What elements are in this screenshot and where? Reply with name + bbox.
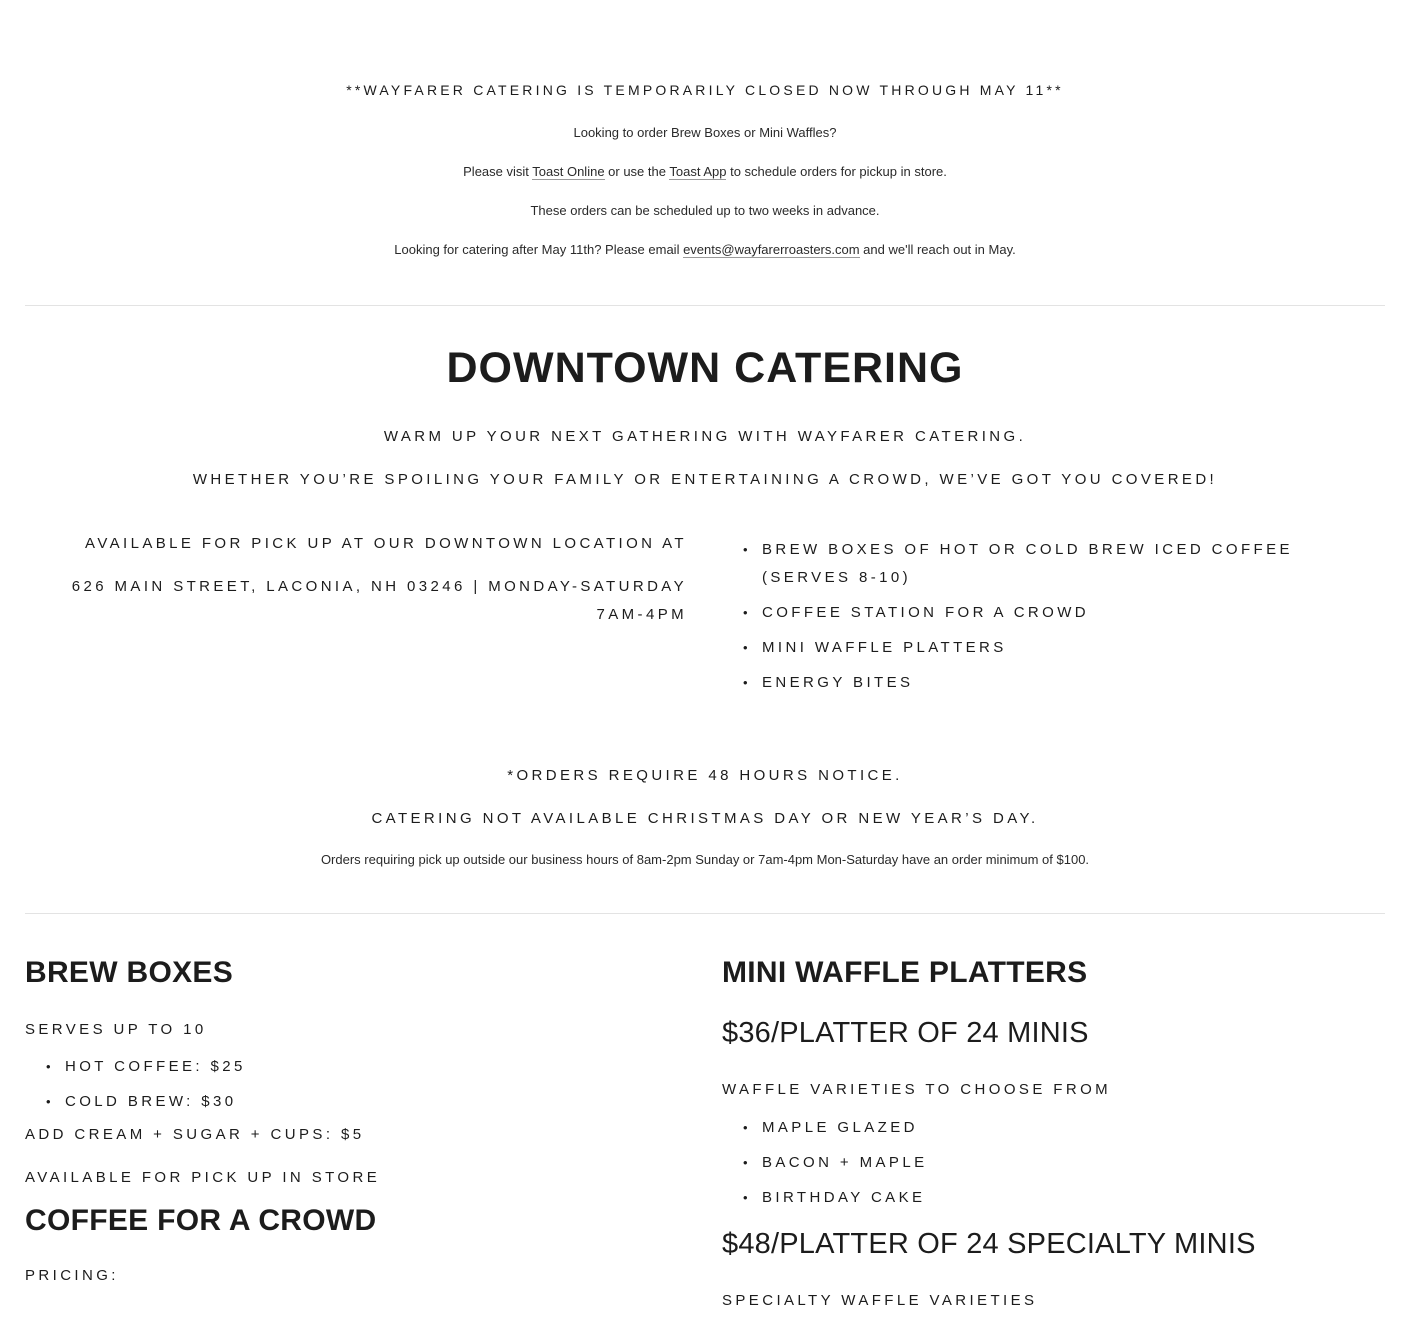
toast-app-link[interactable]: Toast App <box>669 164 727 179</box>
brew-boxes-addon: ADD CREAM + SUGAR + CUPS: $5 <box>25 1126 365 1143</box>
list-item: • COFFEE STATION FOR A CROWD <box>722 599 1382 627</box>
coffee-crowd-pricing: PRICING: <box>25 1267 119 1284</box>
list-item: • MAPLE GLAZED <box>722 1114 1382 1142</box>
pickup-location <box>25 530 687 644</box>
notice-line-order: Looking to order Brew Boxes or Mini Waffles? <box>573 125 837 140</box>
waffles-specialty-label: SPECIALTY WAFFLE VARIETIES <box>722 1292 1038 1309</box>
closure-notice <box>0 82 1410 281</box>
events-email-link[interactable]: events@wayfarerroasters.com <box>683 242 860 257</box>
list-item: • BACON + MAPLE <box>722 1149 1382 1177</box>
list-item: • HOT COFFEE: $25 <box>25 1053 685 1081</box>
list-item: • BREW BOXES OF HOT OR COLD BREW ICED COFFEE (SERVES 8-10) <box>722 536 1382 592</box>
brew-boxes-prices <box>25 1053 685 1116</box>
toast-online-link[interactable]: Toast Online <box>532 164 605 179</box>
waffles-varieties <box>722 1114 1382 1212</box>
notice-visit-prefix: Please visit <box>463 164 533 179</box>
waffles-price-standard: $36/PLATTER OF 24 MINIS <box>722 1017 1089 1049</box>
notice-holidays: CATERING NOT AVAILABLE CHRISTMAS DAY OR NEW YEAR’S DAY. <box>371 810 1039 827</box>
list-item: • ENERGY BITES <box>722 669 1382 697</box>
page-title: DOWNTOWN CATERING <box>446 344 964 392</box>
intro-line-2: WHETHER YOU’RE SPOILING YOUR FAMILY OR ENTERTAINING A CROWD, WE’VE GOT YOU COVERED! <box>192 471 1218 488</box>
brew-boxes-serves: SERVES UP TO 10 <box>25 1021 207 1038</box>
intro-line-1: WARM UP YOUR NEXT GATHERING WITH WAYFARER CATERING. <box>383 428 1027 445</box>
notice-line-email <box>0 242 1410 258</box>
section-divider <box>25 305 1385 306</box>
waffles-section <box>722 955 1382 1312</box>
notice-visit-middle: or use the <box>604 164 670 179</box>
offerings-list <box>722 536 1382 704</box>
section-divider <box>25 913 1385 914</box>
brew-boxes-title: BREW BOXES <box>25 956 234 989</box>
list-item: • MINI WAFFLE PLATTERS <box>722 634 1382 662</box>
notice-line-visit <box>0 164 1410 180</box>
notice-visit-suffix: to schedule orders for pickup in store. <box>726 164 947 179</box>
closure-headline: **WAYFARER CATERING IS TEMPORARILY CLOSED NOW THROUGH MAY 11** <box>346 82 1064 98</box>
list-item: • COLD BREW: $30 <box>25 1088 685 1116</box>
brew-boxes-pickup: AVAILABLE FOR PICK UP IN STORE <box>25 1169 381 1186</box>
notice-email-suffix: and we'll reach out in May. <box>859 242 1016 257</box>
notice-48-hours: *ORDERS REQUIRE 48 HOURS NOTICE. <box>507 767 903 784</box>
coffee-crowd-title: COFFEE FOR A CROWD <box>25 1204 377 1237</box>
pickup-line-1: AVAILABLE FOR PICK UP AT OUR DOWNTOWN LOCATION AT <box>85 535 687 552</box>
notice-email-prefix: Looking for catering after May 11th? Please email <box>394 242 684 257</box>
notice-order-minimum: Orders requiring pick up outside our business hours of 8am-2pm Sunday or 7am-4pm Mon-Saturday have an order minimum of $100. <box>320 852 1090 867</box>
waffles-price-specialty: $48/PLATTER OF 24 SPECIALTY MINIS <box>722 1228 1256 1260</box>
brew-boxes-section <box>25 955 685 1287</box>
pickup-address-hours: 626 MAIN STREET, LACONIA, NH 03246 | MONDAY-SATURDAY 7AM-4PM <box>71 578 687 623</box>
waffles-varieties-label: WAFFLE VARIETIES TO CHOOSE FROM <box>722 1081 1112 1098</box>
waffles-title: MINI WAFFLE PLATTERS <box>722 956 1088 989</box>
list-item: • BIRTHDAY CAKE <box>722 1184 1382 1212</box>
notice-line-advance: These orders can be scheduled up to two weeks in advance. <box>530 203 880 218</box>
